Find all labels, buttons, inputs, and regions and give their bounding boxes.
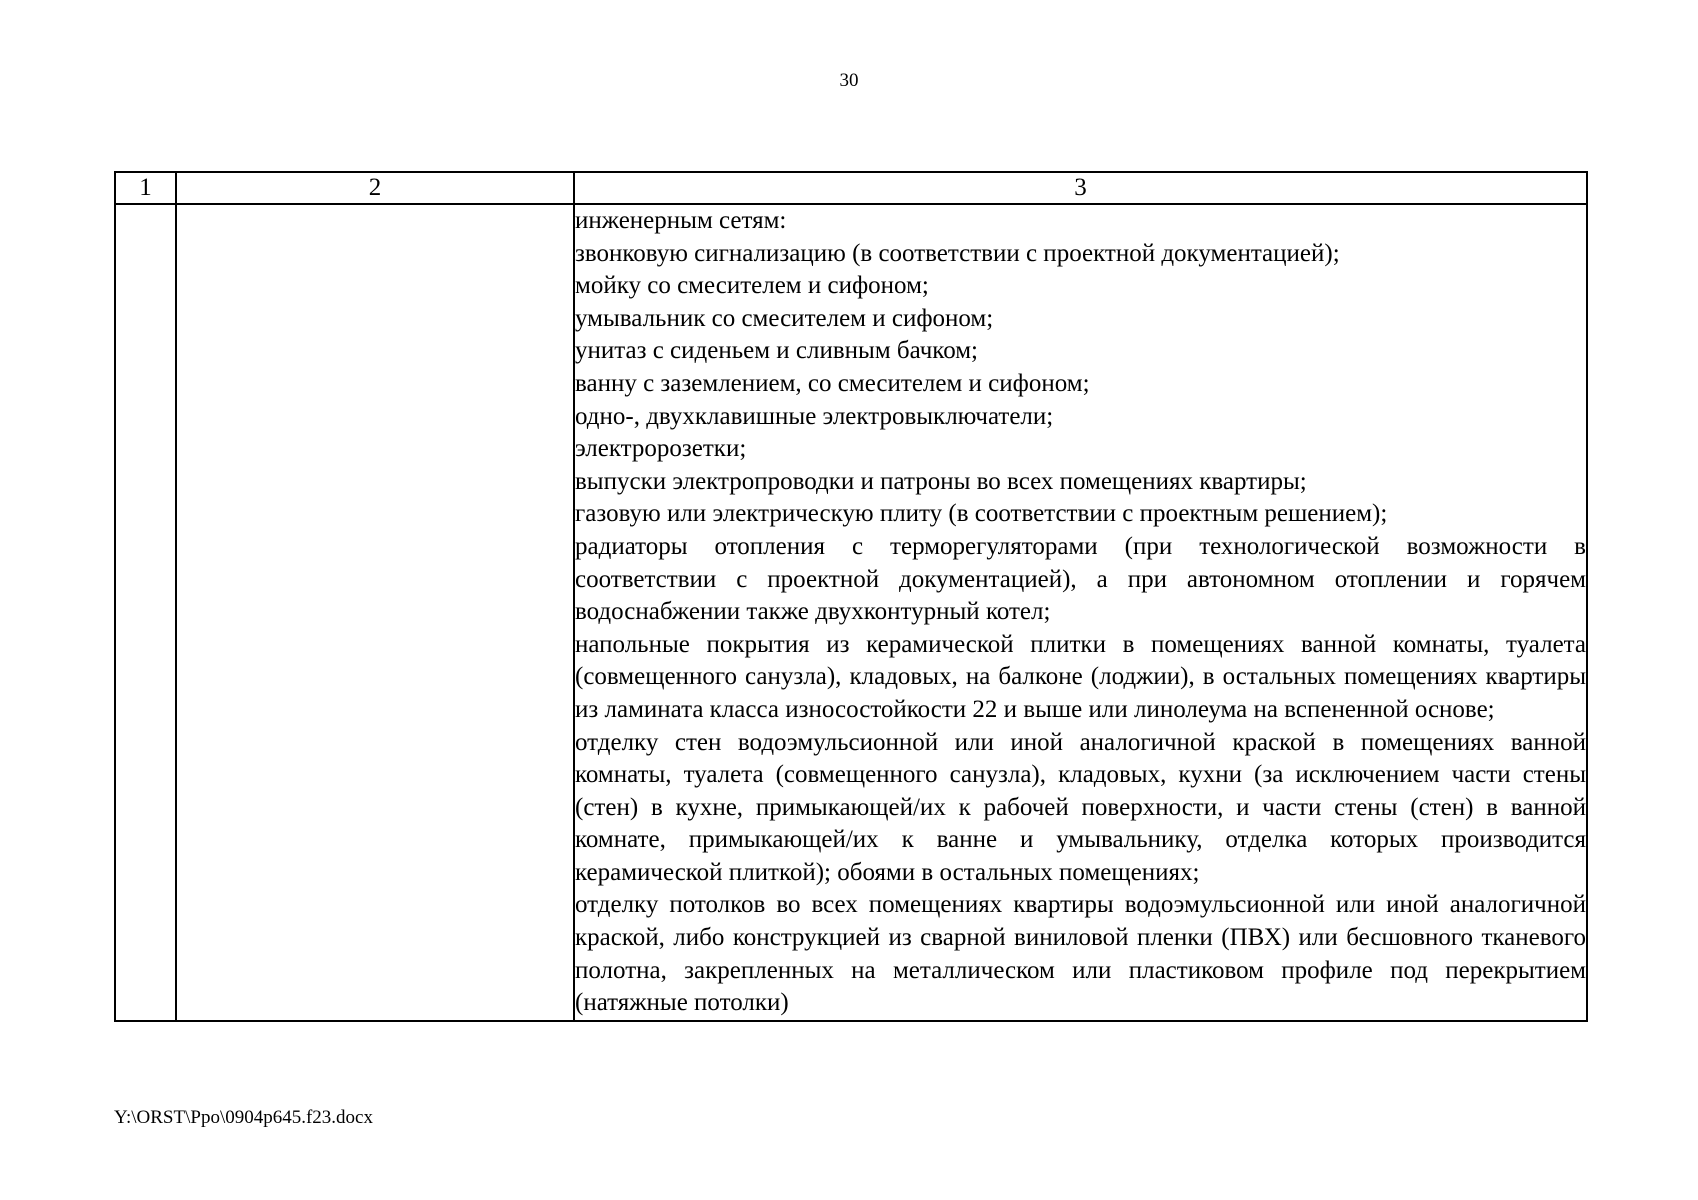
list-item: выпуски электропроводки и патроны во всех помещениях квартиры; — [575, 467, 1307, 495]
page-number: 30 — [839, 70, 859, 91]
column-header-1: 1 — [115, 172, 176, 204]
list-item: унитаз с сиденьем и сливным бачком; — [575, 337, 978, 365]
list-item: отделку стен водоэмульсионной или иной аналогичной краской в помещениях ванной комнаты, туалета (совмещенного санузла), кладовых, кухни (за исключением части стены (стен) в кухне, примыкающей/их к рабочей поверхности, и части стены (стен) в ванной комнате, примыкающей/их к ванне и умывальнику, отделка которых производится керамической плиткой); обоями в остальных помещениях; — [575, 728, 1586, 886]
list-item: электророзетки; — [575, 435, 747, 463]
requirements-table — [114, 171, 1588, 1022]
cell-col-3 — [574, 204, 1587, 1021]
list-item: мойку со смесителем и сифоном; — [575, 272, 929, 300]
table-header-row — [115, 172, 1587, 204]
list-item: умывальник со смесителем и сифоном; — [575, 304, 994, 332]
cell-col-2 — [176, 204, 574, 1021]
list-item: напольные покрытия из керамической плитки в помещениях ванной комнаты, туалета (совмещенного санузла), кладовых, на балконе (лоджии), в остальных помещениях квартиры из ламината класса износостойкости 22 и выше или линолеума на вспененной основе; — [575, 630, 1586, 723]
cell-col-1 — [115, 204, 176, 1021]
list-item: газовую или электрическую плиту (в соответствии с проектным решением); — [575, 500, 1388, 528]
list-item: отделку потолков во всех помещениях квартиры водоэмульсионной или иной аналогичной краской, либо конструкцией из сварной виниловой пленки (ПВХ) или бесшовного тканевого полотна, закрепленных на металлическом или пластиковом профиле под перекрытием (натяжные потолки) — [575, 891, 1586, 1017]
column-header-3: 3 — [574, 172, 1587, 204]
column-header-2: 2 — [176, 172, 574, 204]
list-item: звонковую сигнализацию (в соответствии с проектной документацией); — [575, 239, 1340, 267]
list-item: ванну с заземлением, со смесителем и сифоном; — [575, 369, 1090, 397]
table-row — [115, 204, 1587, 1021]
list-item: одно-, двухклавишные электровыключатели; — [575, 402, 1054, 430]
footer-file-path: Y:\ORST\Ppo\0904p645.f23.docx — [114, 1107, 373, 1128]
list-item: радиаторы отопления с терморегуляторами (при технологической возможности в соответствии с проектной документацией), а при автономном отоплении и горячем водоснабжении также двухконтурный котел; — [575, 532, 1586, 626]
list-item: инженерным сетям: — [575, 207, 787, 234]
